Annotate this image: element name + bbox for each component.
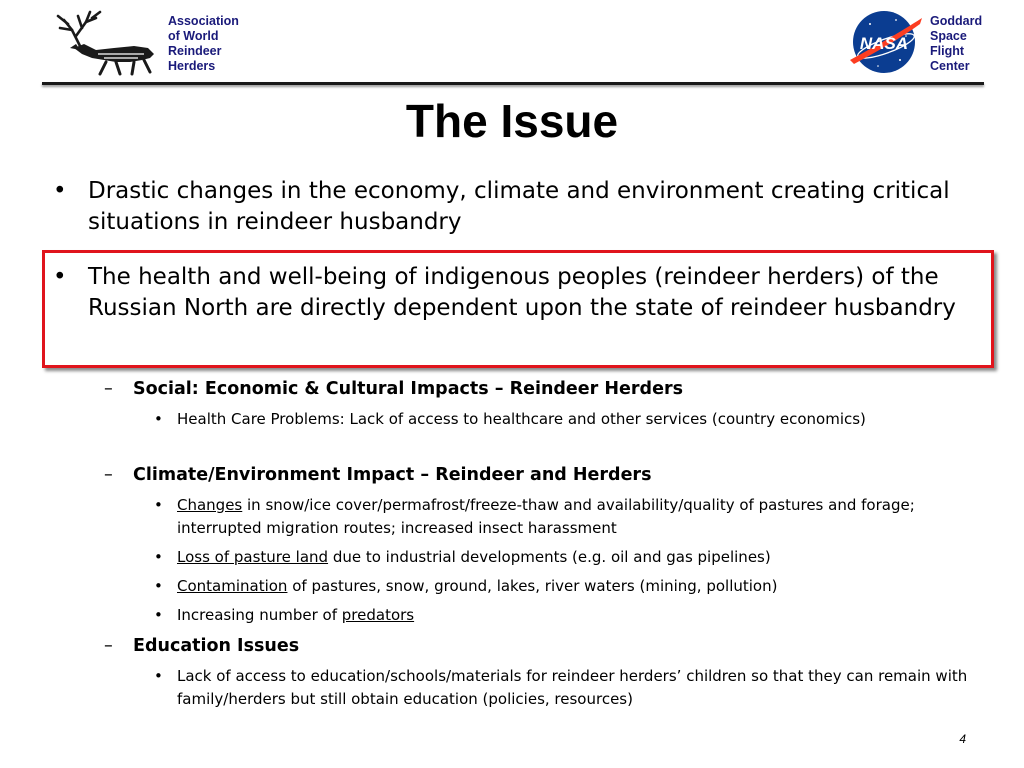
right-org-name: Goddard Space Flight Center <box>930 14 983 73</box>
bullet-item-highlighted <box>53 262 968 324</box>
dash-symbol: – <box>104 636 113 656</box>
section-heading <box>104 463 973 487</box>
underlined-term: Loss of pasture land <box>177 548 329 566</box>
underlined-term: predators <box>341 606 415 624</box>
sub-bullet-text: due to industrial developments (e.g. oil and gas pipelines) <box>328 548 771 566</box>
section-heading <box>104 634 973 658</box>
page-number: 4 <box>959 732 966 746</box>
left-org-name: Association of World Reindeer Herders <box>168 14 239 73</box>
bullet-symbol: • <box>154 548 163 566</box>
sub-bullet-item <box>154 665 977 711</box>
sub-bullet-text: Health Care Problems: Lack of access to healthcare and other services (country economics) <box>177 410 866 428</box>
nasa-logo-text: NASA <box>859 34 909 53</box>
underlined-term: Changes <box>177 496 243 514</box>
bullet-symbol: • <box>53 178 67 204</box>
section-heading-text: Climate/Environment Impact – Reindeer and Herders <box>133 465 652 485</box>
bullet-text: Drastic changes in the economy, climate and environment creating critical situations in reindeer husbandry <box>88 178 950 235</box>
sub-bullet-text: of pastures, snow, ground, lakes, river waters (mining, pollution) <box>287 577 778 595</box>
section-heading-text: Social: Economic & Cultural Impacts – Reindeer Herders <box>133 379 683 399</box>
bullet-symbol: • <box>154 496 163 514</box>
bullet-symbol: • <box>53 264 67 290</box>
awrh-logo <box>50 8 162 80</box>
sub-bullet-text: Increasing number of <box>177 606 342 624</box>
bullet-symbol: • <box>154 577 163 595</box>
sub-bullet-text: in snow/ice cover/permafrost/freeze-thaw and availability/quality of pastures and forage; interrupted migration routes; increased insect harassment <box>177 496 915 537</box>
sub-bullet-text: Lack of access to education/schools/materials for reindeer herders’ children so that they can remain with family/herders but still obtain education (policies, resources) <box>177 667 968 708</box>
bullet-symbol: • <box>154 667 163 685</box>
bullet-symbol: • <box>154 410 163 428</box>
bullet-item <box>53 176 958 238</box>
dash-symbol: – <box>104 379 113 399</box>
sub-bullet-item <box>154 575 977 598</box>
nasa-logo <box>848 6 924 76</box>
sub-bullet-item <box>154 408 957 431</box>
bullet-text: The health and well-being of indigenous peoples (reindeer herders) of the Russian North are directly dependent upon the state of reindeer husbandry <box>88 264 956 321</box>
nasa-meatball-icon <box>848 6 924 76</box>
bullet-symbol: • <box>154 606 163 624</box>
sub-bullet-item <box>154 604 977 627</box>
reindeer-icon <box>50 8 162 80</box>
section-heading-text: Education Issues <box>133 636 300 656</box>
header-divider <box>42 82 984 85</box>
dash-symbol: – <box>104 465 113 485</box>
slide-title: The Issue <box>405 95 619 147</box>
sub-bullet-item <box>154 546 977 569</box>
sub-bullet-item <box>154 494 977 540</box>
section-heading <box>104 377 973 401</box>
underlined-term: Contamination <box>177 577 288 595</box>
